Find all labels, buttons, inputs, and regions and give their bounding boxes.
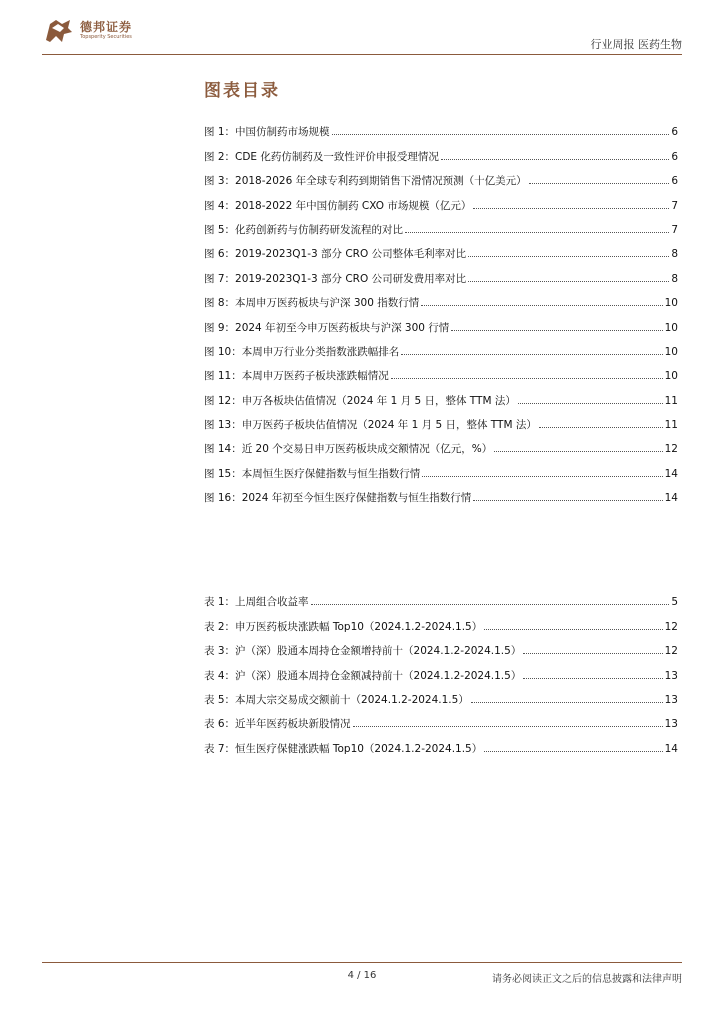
toc-entry-page: 7: [671, 199, 678, 212]
toc-dot-leader: [391, 378, 663, 379]
toc-entry-page: 12: [664, 620, 678, 633]
figure-list: [204, 114, 678, 504]
toc-dot-leader: [421, 305, 662, 306]
toc-entry[interactable]: [204, 236, 678, 260]
logo-company-english: Topsperity Securities: [80, 34, 132, 40]
toc-entry-label: 图 2：CDE 化药仿制药及一致性评价申报受理情况: [204, 150, 439, 163]
toc-entry-page: 6: [671, 126, 678, 139]
toc-entry[interactable]: [204, 633, 678, 657]
toc-dot-leader: [311, 604, 670, 605]
toc-entry-page: 12: [664, 645, 678, 658]
toc-dot-leader: [332, 134, 670, 135]
toc-dot-leader: [539, 427, 663, 428]
toc-entry-label: 图 12：申万各板块估值情况（2024 年 1 月 5 日，整体 TTM 法）: [204, 394, 516, 407]
toc-entry-page: 11: [664, 394, 678, 407]
toc-entry-page: 13: [664, 669, 678, 682]
toc-entry-label: 表 1：上周组合收益率: [204, 596, 309, 609]
footer-disclaimer: 请务必阅读正文之后的信息披露和法律声明: [492, 974, 682, 985]
toc-entry-label: 图 14：近 20 个交易日申万医药板块成交额情况（亿元，%）: [204, 443, 493, 456]
toc-entry-label: 表 2：申万医药板块涨跌幅 Top10（2024.1.2-2024.1.5）: [204, 620, 483, 633]
toc-entry-label: 图 16：2024 年初至今恒生医疗保健指数与恒生指数行情: [204, 492, 472, 505]
toc-dot-leader: [518, 403, 663, 404]
toc-entry-label: 图 3：2018-2026 年全球专利药到期销售下滑情况预测（十亿美元）: [204, 175, 527, 188]
toc-entry-page: 12: [664, 443, 678, 456]
toc-entry[interactable]: [204, 163, 678, 187]
toc-dot-leader: [353, 726, 663, 727]
toc-entry-page: 6: [671, 150, 678, 163]
toc-entry[interactable]: [204, 187, 678, 211]
toc-entry-page: 14: [664, 742, 678, 755]
toc-title: 图表目录: [204, 81, 280, 101]
toc-dot-leader: [484, 629, 662, 630]
page-number: 4 / 16: [347, 970, 377, 981]
toc-dot-leader: [451, 330, 662, 331]
toc-entry-page: 10: [664, 297, 678, 310]
toc-entry-page: 13: [664, 693, 678, 706]
toc-dot-leader: [473, 208, 669, 209]
toc-entry[interactable]: [204, 358, 678, 382]
toc-entry[interactable]: [204, 138, 678, 162]
toc-entry-page: 13: [664, 718, 678, 731]
toc-entry-label: 表 4：沪（深）股通本周持仓金额减持前十（2024.1.2-2024.1.5）: [204, 669, 522, 682]
toc-dot-leader: [523, 678, 662, 679]
toc-dot-leader: [405, 232, 669, 233]
toc-entry[interactable]: [204, 682, 678, 706]
toc-entry-label: 图 7：2019-2023Q1-3 部分 CRO 公司研发费用率对比: [204, 272, 467, 285]
toc-entry[interactable]: [204, 382, 678, 406]
toc-entry[interactable]: [204, 407, 678, 431]
toc-dot-leader: [441, 159, 669, 160]
page-header: [0, 0, 724, 60]
toc-entry-page: 8: [671, 272, 678, 285]
toc-dot-leader: [484, 751, 662, 752]
toc-dot-leader: [468, 281, 669, 282]
toc-entry-label: 图 10：本周申万行业分类指数涨跌幅排名: [204, 345, 400, 358]
report-category: [591, 36, 683, 52]
toc-dot-leader: [494, 451, 662, 452]
toc-entry[interactable]: [204, 309, 678, 333]
toc-entry-page: 5: [671, 596, 678, 609]
toc-entry-page: 14: [664, 467, 678, 480]
report-sector: 医药生物: [638, 38, 682, 51]
toc-entry-label: 表 6：近半年医药板块新股情况: [204, 718, 351, 731]
toc-dot-leader: [529, 183, 670, 184]
logo-company-name: 德邦证券: [80, 20, 133, 34]
toc-entry-label: 表 3：沪（深）股通本周持仓金额增持前十（2024.1.2-2024.1.5）: [204, 645, 522, 658]
toc-entry[interactable]: [204, 212, 678, 236]
toc-dot-leader: [471, 702, 663, 703]
toc-entry[interactable]: [204, 455, 678, 479]
toc-entry[interactable]: [204, 584, 678, 608]
toc-entry-label: 图 8：本周申万医药板块与沪深 300 指数行情: [204, 297, 420, 310]
toc-entry-label: 图 4：2018-2022 年中国仿制药 CXO 市场规模（亿元）: [204, 199, 472, 212]
toc-dot-leader: [473, 500, 662, 501]
toc-entry-page: 8: [671, 248, 678, 261]
toc-entry-label: 表 7：恒生医疗保健涨跌幅 Top10（2024.1.2-2024.1.5）: [204, 742, 483, 755]
toc-entry[interactable]: [204, 431, 678, 455]
toc-entry[interactable]: [204, 285, 678, 309]
header-divider: [42, 54, 682, 55]
bull-logo-icon: [42, 14, 76, 48]
table-list: [204, 584, 678, 755]
toc-entry-label: 图 11：本周申万医药子板块涨跌幅情况: [204, 370, 389, 383]
toc-entry[interactable]: [204, 608, 678, 632]
toc-entry-label: 图 1：中国仿制药市场规模: [204, 126, 330, 139]
toc-entry-label: 图 6：2019-2023Q1-3 部分 CRO 公司整体毛利率对比: [204, 248, 467, 261]
toc-entry-page: 11: [664, 419, 678, 432]
toc-entry-label: 图 15：本周恒生医疗保健指数与恒生指数行情: [204, 467, 421, 480]
toc-entry[interactable]: [204, 114, 678, 138]
toc-entry-page: 10: [664, 345, 678, 358]
toc-entry-label: 表 5：本周大宗交易成交额前十（2024.1.2-2024.1.5）: [204, 693, 469, 706]
toc-entry-page: 10: [664, 321, 678, 334]
toc-entry-page: 14: [664, 492, 678, 505]
toc-entry-label: 图 5：化药创新药与仿制药研发流程的对比: [204, 223, 404, 236]
toc-entry-page: 6: [671, 175, 678, 188]
toc-dot-leader: [523, 653, 662, 654]
toc-dot-leader: [422, 476, 662, 477]
company-logo: [42, 14, 162, 50]
toc-entry-label: 图 9：2024 年初至今申万医药板块与沪深 300 行情: [204, 321, 450, 334]
toc-dot-leader: [468, 256, 669, 257]
toc-entry-label: 图 13：申万医药子板块估值情况（2024 年 1 月 5 日，整体 TTM 法）: [204, 419, 537, 432]
toc-entry[interactable]: [204, 260, 678, 284]
toc-entry[interactable]: [204, 334, 678, 358]
toc-entry[interactable]: [204, 657, 678, 681]
toc-entry-page: 7: [671, 223, 678, 236]
toc-entry[interactable]: [204, 706, 678, 730]
toc-dot-leader: [401, 354, 662, 355]
footer-divider: [42, 962, 682, 963]
toc-entry[interactable]: [204, 480, 678, 504]
report-type: 行业周报: [590, 38, 635, 51]
toc-entry[interactable]: [204, 730, 678, 754]
toc-entry-page: 10: [664, 370, 678, 383]
